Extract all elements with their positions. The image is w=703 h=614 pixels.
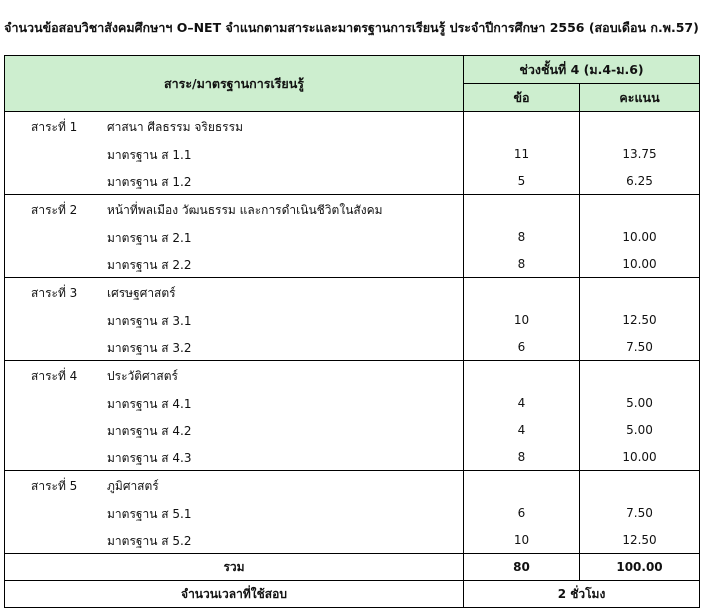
standard-score: 5.00 bbox=[580, 416, 700, 443]
standard-items: 6 bbox=[464, 333, 580, 361]
time-value: 2 ชั่วโมง bbox=[464, 581, 700, 608]
standard-cell bbox=[5, 499, 464, 526]
standard-score: 10.00 bbox=[580, 250, 700, 278]
standard-items: 10 bbox=[464, 306, 580, 333]
standard-items: 5 bbox=[464, 167, 580, 195]
standard-cell bbox=[5, 333, 464, 361]
standard-label: มาตรฐาน ส 1.2 bbox=[107, 175, 192, 189]
total-items: 80 bbox=[464, 554, 580, 581]
section-title: ประวัติศาสตร์ bbox=[107, 369, 178, 383]
section-name: สาระที่ 1 bbox=[31, 120, 78, 134]
section-cell bbox=[5, 361, 464, 390]
section-title: เศรษฐศาสตร์ bbox=[107, 286, 176, 300]
standard-label: มาตรฐาน ส 5.2 bbox=[107, 534, 192, 548]
standard-label: มาตรฐาน ส 2.1 bbox=[107, 231, 192, 245]
section-items-cell bbox=[464, 471, 580, 500]
standard-score: 12.50 bbox=[580, 306, 700, 333]
exam-table bbox=[4, 55, 700, 608]
section-row bbox=[5, 195, 700, 224]
standard-row bbox=[5, 306, 700, 333]
standard-score: 5.00 bbox=[580, 389, 700, 416]
section-items-cell bbox=[464, 361, 580, 390]
section-cell bbox=[5, 112, 464, 141]
standard-score: 10.00 bbox=[580, 443, 700, 471]
section-cell bbox=[5, 471, 464, 500]
standard-score: 7.50 bbox=[580, 499, 700, 526]
document-title: จำนวนข้อสอบวิชาสังคมศึกษาฯ O–NET จำแนกตามสาระและมาตรฐานการเรียนรู้ ประจำปีการศึกษา 2556 (สอบเดือน ก.พ.57) bbox=[4, 20, 699, 35]
standard-cell bbox=[5, 443, 464, 471]
time-label: จำนวนเวลาที่ใช้สอบ bbox=[5, 581, 464, 608]
standard-label: มาตรฐาน ส 5.1 bbox=[107, 507, 192, 521]
standard-row bbox=[5, 140, 700, 167]
standard-row bbox=[5, 526, 700, 554]
section-title: หน้าที่พลเมือง วัฒนธรรม และการดำเนินชีวิตในสังคม bbox=[107, 203, 383, 217]
section-row bbox=[5, 278, 700, 307]
standard-items: 8 bbox=[464, 250, 580, 278]
total-label: รวม bbox=[5, 554, 464, 581]
standard-cell bbox=[5, 223, 464, 250]
section-name: สาระที่ 4 bbox=[31, 369, 78, 383]
standard-label: มาตรฐาน ส 3.2 bbox=[107, 341, 192, 355]
section-items-cell bbox=[464, 112, 580, 141]
section-row bbox=[5, 361, 700, 390]
section-row bbox=[5, 112, 700, 141]
standard-row bbox=[5, 499, 700, 526]
section-score-cell bbox=[580, 195, 700, 224]
header-items: ข้อ bbox=[464, 84, 580, 112]
header-level: ช่วงชั้นที่ 4 (ม.4-ม.6) bbox=[464, 56, 700, 84]
table-body bbox=[5, 112, 700, 554]
standard-row bbox=[5, 250, 700, 278]
standard-label: มาตรฐาน ส 1.1 bbox=[107, 148, 192, 162]
standard-score: 6.25 bbox=[580, 167, 700, 195]
standard-score: 13.75 bbox=[580, 140, 700, 167]
section-name: สาระที่ 2 bbox=[31, 203, 78, 217]
standard-cell bbox=[5, 167, 464, 195]
section-score-cell bbox=[580, 471, 700, 500]
standard-items: 4 bbox=[464, 416, 580, 443]
standard-cell bbox=[5, 250, 464, 278]
section-name: สาระที่ 5 bbox=[31, 479, 78, 493]
section-row bbox=[5, 471, 700, 500]
section-score-cell bbox=[580, 361, 700, 390]
section-items-cell bbox=[464, 278, 580, 307]
section-items-cell bbox=[464, 195, 580, 224]
standard-label: มาตรฐาน ส 4.2 bbox=[107, 424, 192, 438]
standard-label: มาตรฐาน ส 2.2 bbox=[107, 258, 192, 272]
standard-score: 10.00 bbox=[580, 223, 700, 250]
standard-items: 8 bbox=[464, 443, 580, 471]
standard-label: มาตรฐาน ส 3.1 bbox=[107, 314, 192, 328]
section-cell bbox=[5, 195, 464, 224]
standard-row bbox=[5, 416, 700, 443]
standard-items: 10 bbox=[464, 526, 580, 554]
standard-label: มาตรฐาน ส 4.3 bbox=[107, 451, 192, 465]
standard-cell bbox=[5, 389, 464, 416]
standard-row bbox=[5, 443, 700, 471]
section-name: สาระที่ 3 bbox=[31, 286, 78, 300]
section-title: ศาสนา ศีลธรรม จริยธรรม bbox=[107, 120, 243, 134]
standard-score: 12.50 bbox=[580, 526, 700, 554]
section-score-cell bbox=[580, 112, 700, 141]
total-score: 100.00 bbox=[580, 554, 700, 581]
standard-row bbox=[5, 167, 700, 195]
standard-label: มาตรฐาน ส 4.1 bbox=[107, 397, 192, 411]
standard-cell bbox=[5, 416, 464, 443]
standard-row bbox=[5, 223, 700, 250]
section-title: ภูมิศาสตร์ bbox=[107, 479, 159, 493]
time-row bbox=[5, 581, 700, 608]
section-cell bbox=[5, 278, 464, 307]
header-score: คะแนน bbox=[580, 84, 700, 112]
standard-cell bbox=[5, 526, 464, 554]
standard-items: 6 bbox=[464, 499, 580, 526]
header-main: สาระ/มาตรฐานการเรียนรู้ bbox=[5, 56, 464, 112]
standard-items: 4 bbox=[464, 389, 580, 416]
standard-items: 11 bbox=[464, 140, 580, 167]
total-row bbox=[5, 554, 700, 581]
standard-cell bbox=[5, 306, 464, 333]
standard-items: 8 bbox=[464, 223, 580, 250]
section-score-cell bbox=[580, 278, 700, 307]
standard-row bbox=[5, 389, 700, 416]
standard-row bbox=[5, 333, 700, 361]
standard-cell bbox=[5, 140, 464, 167]
standard-score: 7.50 bbox=[580, 333, 700, 361]
